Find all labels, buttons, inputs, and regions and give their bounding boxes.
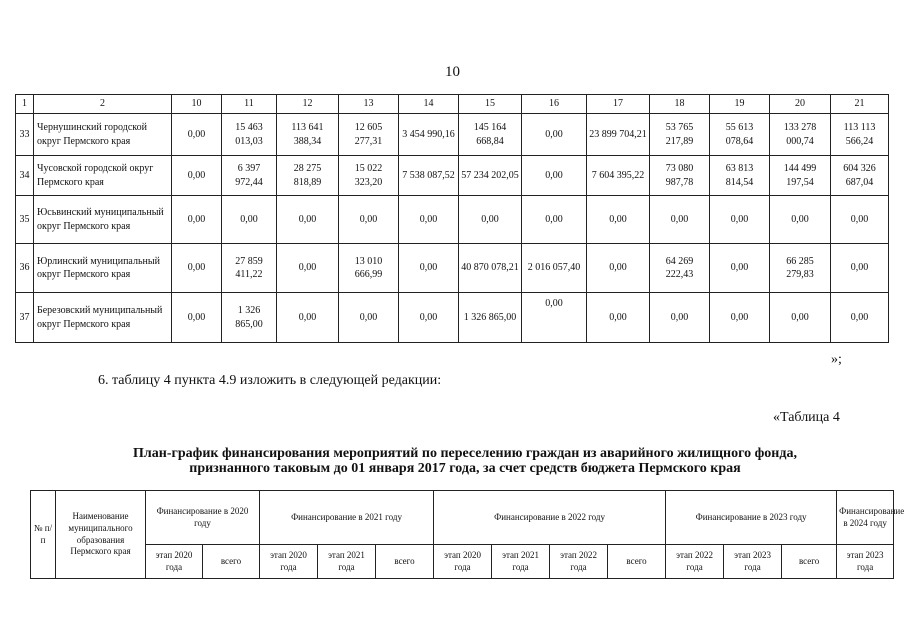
value-cell: 0,00 bbox=[277, 196, 339, 244]
column-number: 1 bbox=[16, 95, 34, 114]
table-caption: «Таблица 4 bbox=[773, 410, 840, 425]
subheader-cell: этап 2022 года bbox=[550, 545, 608, 579]
subheader-cell: этап 2023 года bbox=[724, 545, 782, 579]
column-header-name: Наименование муниципального образования Пермского края bbox=[56, 491, 146, 579]
row-number: 36 bbox=[16, 244, 34, 293]
value-cell: 0,00 bbox=[522, 196, 587, 244]
column-number: 17 bbox=[587, 95, 650, 114]
value-cell: 133 278 000,74 bbox=[770, 114, 831, 156]
group-header-2021: Финансирование в 2021 году bbox=[260, 491, 434, 545]
subheader-cell: этап 2021 года bbox=[318, 545, 376, 579]
value-cell: 27 859 411,22 bbox=[222, 244, 277, 293]
municipality-name: Юсьвинский муниципальный округ Пермского края bbox=[34, 196, 172, 244]
subheader-cell: всего bbox=[608, 545, 666, 579]
value-cell: 7 538 087,52 bbox=[399, 156, 459, 196]
value-cell: 1 326 865,00 bbox=[459, 293, 522, 343]
column-number: 20 bbox=[770, 95, 831, 114]
value-cell: 6 397 972,44 bbox=[222, 156, 277, 196]
value-cell: 73 080 987,78 bbox=[650, 156, 710, 196]
value-cell: 0,00 bbox=[222, 196, 277, 244]
value-cell: 53 765 217,89 bbox=[650, 114, 710, 156]
table-row bbox=[16, 293, 889, 343]
value-cell: 0,00 bbox=[399, 293, 459, 343]
value-cell: 0,00 bbox=[831, 293, 889, 343]
value-cell: 28 275 818,89 bbox=[277, 156, 339, 196]
value-cell: 23 899 704,21 bbox=[587, 114, 650, 156]
value-cell: 0,00 bbox=[522, 293, 587, 343]
value-cell: 113 641 388,34 bbox=[277, 114, 339, 156]
value-cell: 0,00 bbox=[831, 196, 889, 244]
amendment-instruction: 6. таблицу 4 пункта 4.9 изложить в следующей редакции: bbox=[98, 373, 442, 388]
value-cell: 0,00 bbox=[172, 156, 222, 196]
value-cell: 0,00 bbox=[277, 244, 339, 293]
value-cell: 0,00 bbox=[399, 196, 459, 244]
value-cell: 64 269 222,43 bbox=[650, 244, 710, 293]
group-header-2023: Финансирование в 2023 году bbox=[666, 491, 837, 545]
value-cell: 15 463 013,03 bbox=[222, 114, 277, 156]
value-cell: 0,00 bbox=[459, 196, 522, 244]
subheader-cell: этап 2020 года bbox=[146, 545, 203, 579]
table-row bbox=[16, 196, 889, 244]
value-cell: 604 326 687,04 bbox=[831, 156, 889, 196]
subheader-cell: этап 2022 года bbox=[666, 545, 724, 579]
value-cell: 0,00 bbox=[172, 244, 222, 293]
value-cell: 145 164 668,84 bbox=[459, 114, 522, 156]
table-row bbox=[16, 244, 889, 293]
table-title-line: План-график финансирования мероприятий по переселению граждан из аварийного жилищного фонда, bbox=[133, 446, 797, 461]
value-cell: 0,00 bbox=[522, 156, 587, 196]
group-header-2020: Финансирование в 2020 году bbox=[146, 491, 260, 545]
subheader-cell: всего bbox=[203, 545, 260, 579]
subheader-cell: всего bbox=[376, 545, 434, 579]
municipality-name: Березовский муниципальный округ Пермского края bbox=[34, 293, 172, 343]
column-number-row bbox=[16, 95, 889, 114]
subheader-row bbox=[31, 545, 894, 579]
subheader-cell: этап 2020 года bbox=[260, 545, 318, 579]
value-cell: 0,00 bbox=[399, 244, 459, 293]
table-title-line: признанного таковым до 01 января 2017 года, за счет средств бюджета Пермского края bbox=[189, 461, 741, 476]
column-header-number: № п/п bbox=[31, 491, 56, 579]
value-cell: 0,00 bbox=[770, 196, 831, 244]
value-cell: 0,00 bbox=[710, 244, 770, 293]
row-number: 33 bbox=[16, 114, 34, 156]
value-cell: 0,00 bbox=[770, 293, 831, 343]
column-number: 19 bbox=[710, 95, 770, 114]
column-number: 21 bbox=[831, 95, 889, 114]
value-cell: 144 499 197,54 bbox=[770, 156, 831, 196]
municipality-name: Чусовской городской округ Пермского края bbox=[34, 156, 172, 196]
value-cell: 0,00 bbox=[172, 293, 222, 343]
subheader-cell: этап 2020 года bbox=[434, 545, 492, 579]
subheader-cell: всего bbox=[782, 545, 837, 579]
municipality-name: Чернушинский городской округ Пермского края bbox=[34, 114, 172, 156]
value-cell: 1 326 865,00 bbox=[222, 293, 277, 343]
value-cell: 57 234 202,05 bbox=[459, 156, 522, 196]
column-number: 10 bbox=[172, 95, 222, 114]
column-number: 2 bbox=[34, 95, 172, 114]
row-number: 34 bbox=[16, 156, 34, 196]
group-header-2022: Финансирование в 2022 году bbox=[434, 491, 666, 545]
value-cell: 55 613 078,64 bbox=[710, 114, 770, 156]
value-cell: 3 454 990,16 bbox=[399, 114, 459, 156]
value-cell: 12 605 277,31 bbox=[339, 114, 399, 156]
value-cell: 0,00 bbox=[710, 293, 770, 343]
row-number: 35 bbox=[16, 196, 34, 244]
subheader-cell: этап 2023 года bbox=[837, 545, 894, 579]
value-cell: 0,00 bbox=[650, 293, 710, 343]
closing-quote-mark: »; bbox=[831, 352, 842, 367]
value-cell: 0,00 bbox=[339, 196, 399, 244]
table-title bbox=[60, 446, 870, 476]
page-number: 10 bbox=[445, 64, 460, 80]
value-cell: 15 022 323,20 bbox=[339, 156, 399, 196]
subheader-cell: этап 2021 года bbox=[492, 545, 550, 579]
value-cell: 13 010 666,99 bbox=[339, 244, 399, 293]
column-number: 12 bbox=[277, 95, 339, 114]
value-cell: 0,00 bbox=[172, 196, 222, 244]
value-cell: 0,00 bbox=[587, 293, 650, 343]
group-header-2024: Финансирование в 2024 году bbox=[837, 491, 894, 545]
table-row bbox=[16, 114, 889, 156]
table-row bbox=[16, 156, 889, 196]
value-cell: 0,00 bbox=[172, 114, 222, 156]
value-cell: 0,00 bbox=[650, 196, 710, 244]
value-cell: 0,00 bbox=[710, 196, 770, 244]
column-number: 18 bbox=[650, 95, 710, 114]
value-cell: 0,00 bbox=[522, 114, 587, 156]
column-number: 14 bbox=[399, 95, 459, 114]
value-cell: 0,00 bbox=[831, 244, 889, 293]
value-cell: 113 113 566,24 bbox=[831, 114, 889, 156]
funding-schedule-table-header bbox=[30, 490, 905, 579]
value-cell: 2 016 057,40 bbox=[522, 244, 587, 293]
value-cell: 0,00 bbox=[587, 196, 650, 244]
value-cell: 63 813 814,54 bbox=[710, 156, 770, 196]
header-row bbox=[31, 491, 894, 545]
column-number: 15 bbox=[459, 95, 522, 114]
row-number: 37 bbox=[16, 293, 34, 343]
value-cell: 66 285 279,83 bbox=[770, 244, 831, 293]
value-cell: 0,00 bbox=[339, 293, 399, 343]
value-cell: 0,00 bbox=[277, 293, 339, 343]
value-cell: 0,00 bbox=[587, 244, 650, 293]
column-number: 16 bbox=[522, 95, 587, 114]
funding-table-continued bbox=[15, 94, 889, 343]
column-number: 11 bbox=[222, 95, 277, 114]
column-number: 13 bbox=[339, 95, 399, 114]
municipality-name: Юрлинский муниципальный округ Пермского края bbox=[34, 244, 172, 293]
value-cell: 40 870 078,21 bbox=[459, 244, 522, 293]
value-cell: 7 604 395,22 bbox=[587, 156, 650, 196]
